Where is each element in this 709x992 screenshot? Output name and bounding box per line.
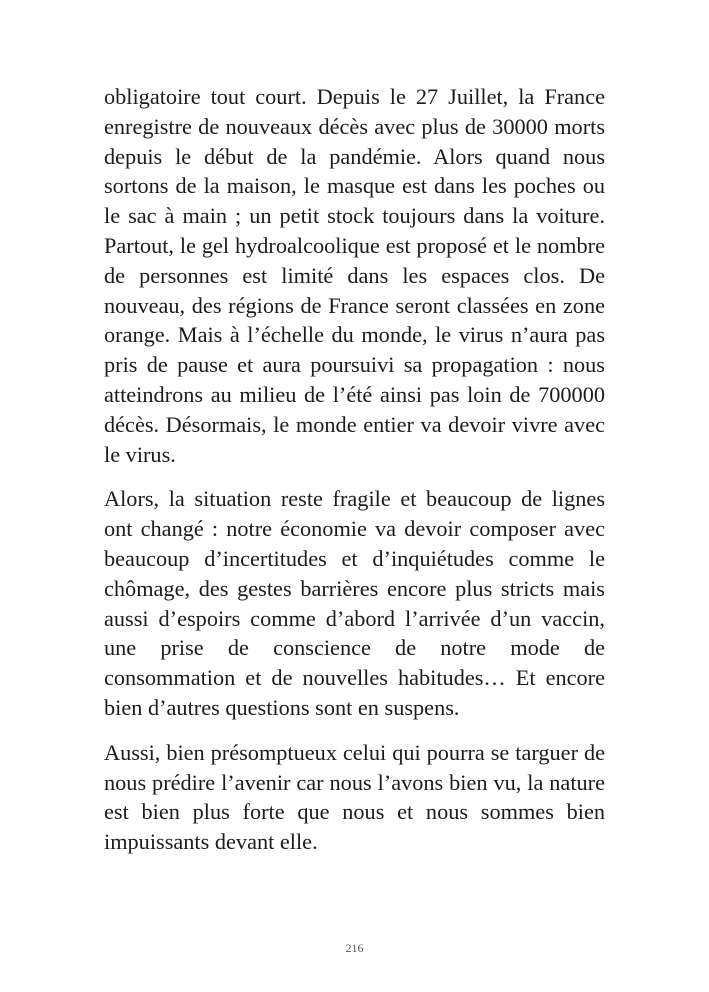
paragraph-2: Alors, la situation reste fragile et beaucoup de lignes ont changé : notre économie va devoir composer avec beaucoup d’incertitudes et d’inquiétudes comme le chômage, des gestes barrières encore plus stricts mais aussi d’espoirs comme d’abord l’arrivée d’un vaccin, une prise de conscience de notre mode de consommation et de nouvelles habitudes… Et encore bien d’autres questions sont en suspens. [104, 486, 605, 720]
paragraph-1: obligatoire tout court. Depuis le 27 Juillet, la France enregistre de nouveaux décès avec plus de 30000 morts depuis le début de la pandémie. Alors quand nous sortons de la maison, le masque est dans les poches ou le sac à main ; un petit stock toujours dans la voiture. Partout, le gel hydroalcoolique est proposé et le nombre de personnes est limité dans les espaces clos. De nouveau, des régions de France seront classées en zone orange. Mais à l’échelle du monde, le virus n’aura pas pris de pause et aura poursuivi sa propagation : nous atteindrons au milieu de l’été ainsi pas loin de 700000 décès. Désormais, le monde entier va devoir vivre avec le virus. [104, 84, 605, 467]
body-text [104, 82, 605, 857]
page-number: 216 [345, 941, 364, 955]
paragraph-3: Aussi, bien présomptueux celui qui pourra se targuer de nous prédire l’avenir car nous l’avons bien vu, la nature est bien plus forte que nous et nous sommes bien impuissants devant elle. [104, 739, 605, 855]
